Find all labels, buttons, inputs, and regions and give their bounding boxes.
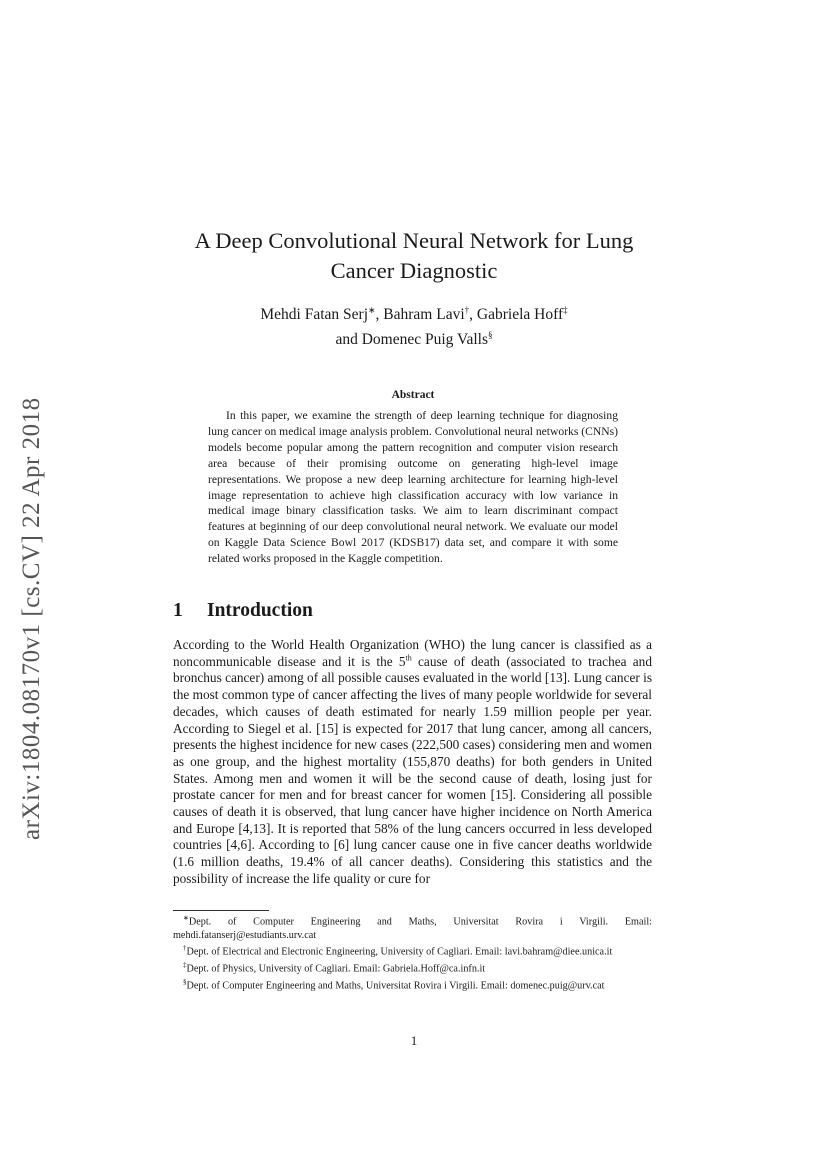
footnote-mark: § [488, 330, 493, 341]
footnote-mark: § [183, 977, 187, 986]
footnote [173, 976, 652, 993]
author-puig-valls: and Domenec Puig Valls [335, 331, 489, 349]
footnote-mark: † [464, 305, 470, 315]
footnote-mark: ∗ [368, 305, 376, 315]
author-hoff: , Gabriela Hoff [469, 306, 564, 324]
body-text-part-2: cause of death (associated to trachea and bronchus cancer) among of all possible causes evaluated in the world [13]. Lung cancer is the most common type of cancer affecting the lives of many people worldwide for several decades, which causes of death estimated for nearly 1.59 million people per year. According to Siegel et al. [15] is expected for 2017 that lung cancer, among all cancers, presents the highest incidence for new cases (222,500 cases) considering men and women as one group, and the highest mortality (155,870 deaths) for both genders in United States. Among men and women it will be the second cause of death, losing just for prostate cancer for men and for breast cancer for women [15]. Considering all possible causes of death it is observed, that lung cancer have higher incidence on North America and Europe [4,13]. It is reported that 58% of the lung cancers occurred in less developed countries [4,6]. According to [6] lung cancer cause one in five cancer deaths worldwide (1.6 million deaths, 19.4% of all cancer deaths). Considering this statistics and the possibility of increase the life quality or cure for [173, 653, 652, 886]
footnote-mark: ‡ [563, 305, 568, 315]
footnote-text: Dept. of Physics, University of Cagliari. Email: Gabriela.Hoff@ca.infn.it [186, 963, 486, 975]
footnote-separator [173, 910, 269, 911]
footnote-text: Dept. of Computer Engineering and Maths, Universitat Rovira i Virgili. Email: domenec.puig@urv.cat [186, 980, 605, 992]
footnote-mark: ∗ [183, 914, 189, 922]
title-line-2: Cancer Diagnostic [330, 258, 498, 283]
title-line-1: A Deep Convolutional Neural Network for Lung [194, 228, 634, 253]
author-list [150, 300, 678, 350]
abstract-heading: Abstract [391, 389, 435, 401]
footnote-text: Dept. of Electrical and Electronic Engineering, University of Cagliari. Email: lavi.bahram@diee.unica.it [186, 946, 613, 958]
footnote-mark: ‡ [183, 961, 187, 969]
footnote [173, 959, 652, 976]
arxiv-identifier-stamp: arXiv:1804.08170v1 [cs.CV] 22 Apr 2018 [18, 397, 45, 840]
section-heading [173, 600, 313, 622]
section-title: Introduction [207, 600, 313, 621]
body-paragraph [173, 637, 652, 888]
footnote [173, 942, 652, 959]
authors-line-1 [150, 300, 678, 325]
body-text-part-1: According to the World Health Organization (WHO) the lung cancer is classified as a noncommunicable disease and it is the 5 [173, 637, 652, 669]
footnotes [173, 912, 652, 993]
ordinal-superscript: th [405, 653, 412, 663]
author-serj: Mehdi Fatan Serj [260, 306, 368, 324]
author-lavi: , Bahram Lavi [375, 306, 465, 324]
footnote-mark: † [183, 944, 187, 953]
abstract-text: In this paper, we examine the strength of deep learning technique for diagnosing lung cancer on medical image analysis problem. Convolutional neural networks (CNNs) models become popular among the pattern recognition and computer vision research area because of their promising outcome on generating high-level image representations. We propose a new deep learning architecture for learning high-level image representation to achieve high classification accuracy with low variance in medical image binary classification tasks. We aim to learn discriminant compact features at beginning of our deep convolutional neural network. We evaluate our model on Kaggle Data Science Bowl 2017 (KDSB17) data set, and compare it with some related works proposed in the Kaggle competition. [208, 409, 618, 566]
page-number: 1 [410, 1033, 418, 1048]
paper-title [150, 226, 678, 286]
section-number: 1 [173, 600, 183, 621]
footnote [173, 912, 652, 942]
authors-line-2 [150, 325, 678, 350]
footnote-text: Dept. of Computer Engineering and Maths, Universitat Rovira i Virgili. Email: mehdi.fatanserj@estudiants.urv.cat [173, 916, 652, 941]
